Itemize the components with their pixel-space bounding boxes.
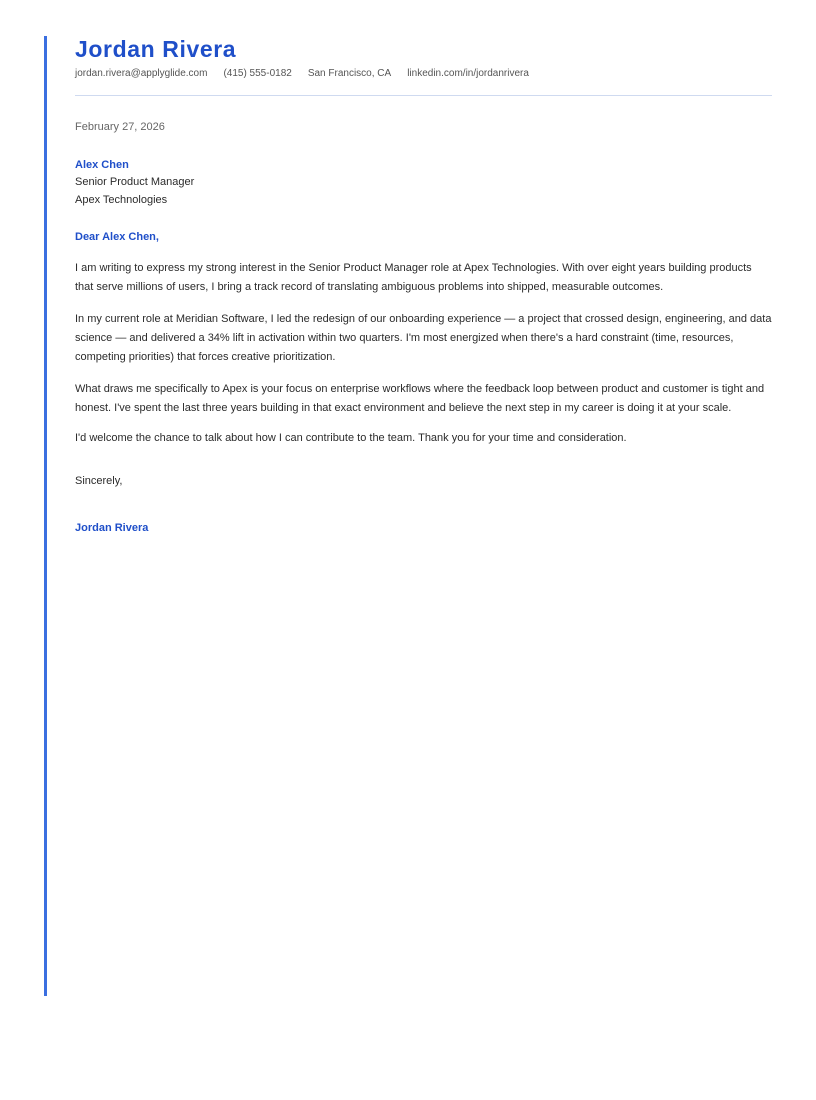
header-divider	[75, 95, 772, 96]
letter-date: February 27, 2026	[75, 121, 165, 133]
applicant-name: Jordan Rivera	[75, 36, 237, 62]
signature: Jordan Rivera	[75, 522, 149, 534]
closing: Sincerely,	[75, 475, 123, 487]
contact-location: San Francisco, CA	[307, 68, 392, 79]
letter-header	[75, 34, 772, 81]
body-paragraph: I'd welcome the chance to talk about how I can contribute to the team. Thank you for your time and consideration.	[75, 432, 627, 444]
contact-line	[75, 67, 772, 81]
contact-phone: (415) 555-0182	[223, 68, 292, 79]
body-paragraph: I am writing to express my strong interest in the Senior Product Manager role at Apex Technologies. With over eight years building products that serve millions of users, I bring a track record of translating ambiguous problems into shipped, measurable outcomes.	[75, 262, 752, 293]
body-paragraph: In my current role at Meridian Software, I led the redesign of our onboarding experience — a project that crossed design, engineering, and data science — and delivered a 34% lift in activation within two quarters. I'm most energized when there's a hard constraint (time, resources, competing priorities) that forces creative prioritization.	[75, 313, 772, 363]
recipient-company: Apex Technologies	[75, 194, 168, 206]
contact-email: jordan.rivera@applyglide.com	[75, 68, 208, 79]
body-paragraph: What draws me specifically to Apex is your focus on enterprise workflows where the feedback loop between product and customer is tight and honest. I've spent the last three years building in that exact environment and believe the next step in my career is doing it at your scale.	[75, 383, 765, 414]
recipient-title: Senior Product Manager	[75, 176, 195, 188]
cover-letter	[75, 34, 772, 536]
recipient-block	[75, 157, 772, 209]
recipient-name: Alex Chen	[75, 159, 129, 171]
salutation: Dear Alex Chen,	[75, 231, 159, 243]
contact-linkedin: linkedin.com/in/jordanrivera	[407, 68, 529, 79]
left-accent-bar	[44, 36, 47, 996]
